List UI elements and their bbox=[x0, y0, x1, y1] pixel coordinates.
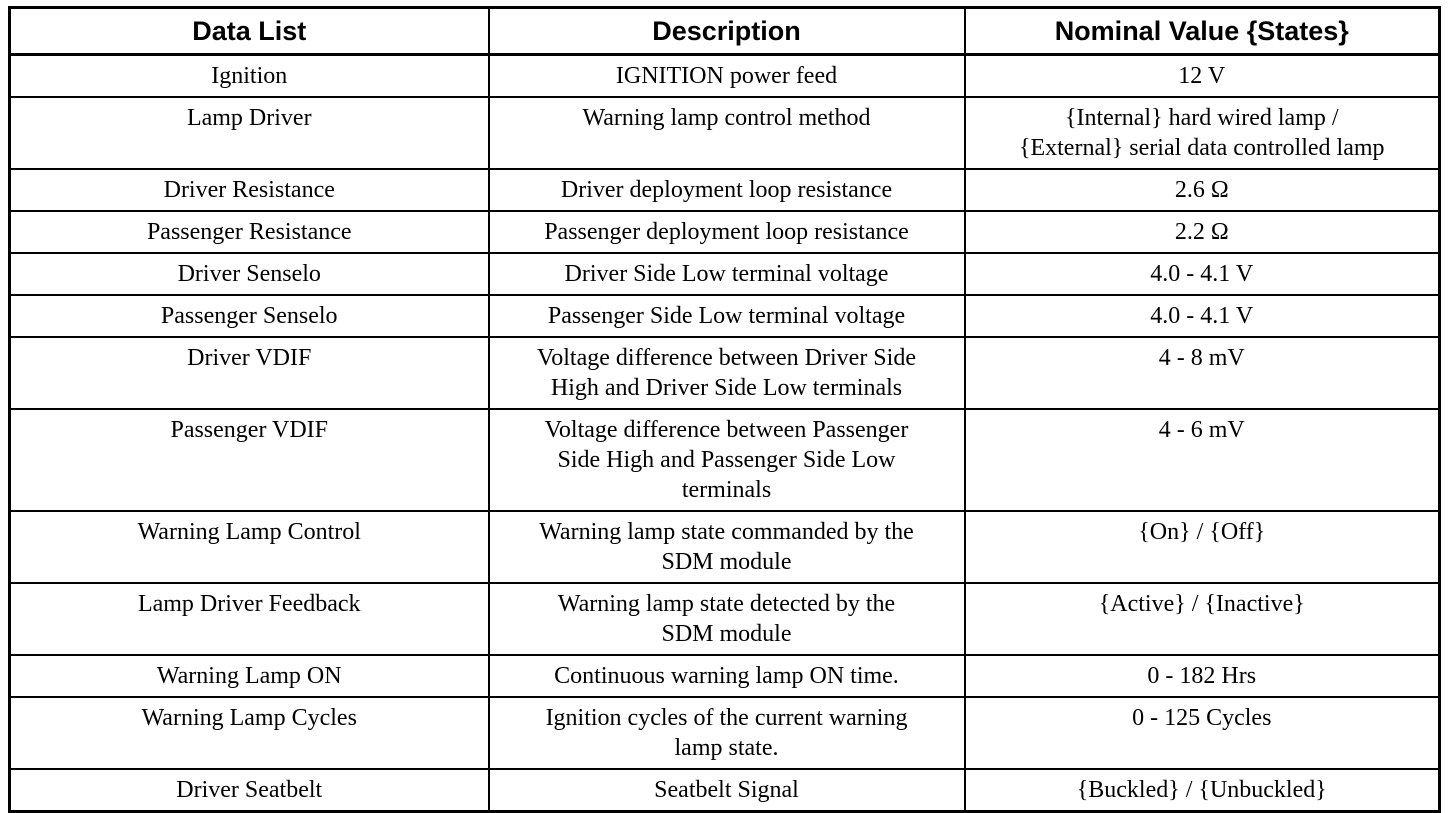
cell-data-list: Passenger Resistance bbox=[10, 211, 489, 253]
header-description: Description bbox=[489, 8, 965, 55]
cell-description: IGNITION power feed bbox=[489, 55, 965, 98]
table-row bbox=[10, 169, 1440, 211]
cell-data-list: Warning Lamp Control bbox=[10, 511, 489, 583]
cell-nominal-value: 12 V bbox=[965, 55, 1440, 98]
table-row bbox=[10, 583, 1440, 655]
cell-nominal-value: 4.0 - 4.1 V bbox=[965, 253, 1440, 295]
cell-data-list: Passenger VDIF bbox=[10, 409, 489, 511]
table-row bbox=[10, 211, 1440, 253]
cell-nominal-value: 2.6 Ω bbox=[965, 169, 1440, 211]
table-row bbox=[10, 697, 1440, 769]
cell-data-list: Lamp Driver bbox=[10, 97, 489, 169]
cell-description: Voltage difference between Driver Side High and Driver Side Low terminals bbox=[489, 337, 965, 409]
cell-description: Passenger Side Low terminal voltage bbox=[489, 295, 965, 337]
cell-description: Driver deployment loop resistance bbox=[489, 169, 965, 211]
table-row bbox=[10, 97, 1440, 169]
cell-data-list: Driver Senselo bbox=[10, 253, 489, 295]
header-nominal-value: Nominal Value {States} bbox=[965, 8, 1440, 55]
cell-description: Warning lamp control method bbox=[489, 97, 965, 169]
cell-nominal-value: {On} / {Off} bbox=[965, 511, 1440, 583]
data-list-table bbox=[8, 6, 1441, 813]
cell-description: Seatbelt Signal bbox=[489, 769, 965, 812]
cell-description: Driver Side Low terminal voltage bbox=[489, 253, 965, 295]
header-row bbox=[10, 8, 1440, 55]
cell-data-list: Warning Lamp ON bbox=[10, 655, 489, 697]
cell-nominal-value: 4 - 6 mV bbox=[965, 409, 1440, 511]
cell-nominal-value: 4 - 8 mV bbox=[965, 337, 1440, 409]
cell-description: Passenger deployment loop resistance bbox=[489, 211, 965, 253]
cell-nominal-value: {Active} / {Inactive} bbox=[965, 583, 1440, 655]
table-row bbox=[10, 769, 1440, 812]
cell-description: Continuous warning lamp ON time. bbox=[489, 655, 965, 697]
table-row bbox=[10, 295, 1440, 337]
cell-description: Warning lamp state detected by the SDM module bbox=[489, 583, 965, 655]
cell-description: Warning lamp state commanded by the SDM module bbox=[489, 511, 965, 583]
table-row bbox=[10, 511, 1440, 583]
table-row bbox=[10, 409, 1440, 511]
table-row bbox=[10, 55, 1440, 98]
cell-description: Voltage difference between Passenger Side High and Passenger Side Low terminals bbox=[489, 409, 965, 511]
cell-data-list: Lamp Driver Feedback bbox=[10, 583, 489, 655]
cell-nominal-value: 0 - 125 Cycles bbox=[965, 697, 1440, 769]
cell-data-list: Warning Lamp Cycles bbox=[10, 697, 489, 769]
header-data-list: Data List bbox=[10, 8, 489, 55]
cell-nominal-value: {Buckled} / {Unbuckled} bbox=[965, 769, 1440, 812]
table-row bbox=[10, 655, 1440, 697]
cell-data-list: Ignition bbox=[10, 55, 489, 98]
cell-data-list: Driver VDIF bbox=[10, 337, 489, 409]
table-row bbox=[10, 337, 1440, 409]
cell-nominal-value: 4.0 - 4.1 V bbox=[965, 295, 1440, 337]
cell-data-list: Driver Seatbelt bbox=[10, 769, 489, 812]
table-row bbox=[10, 253, 1440, 295]
cell-nominal-value: {Internal} hard wired lamp / {External} serial data controlled lamp bbox=[965, 97, 1440, 169]
cell-data-list: Driver Resistance bbox=[10, 169, 489, 211]
cell-data-list: Passenger Senselo bbox=[10, 295, 489, 337]
cell-nominal-value: 2.2 Ω bbox=[965, 211, 1440, 253]
cell-description: Ignition cycles of the current warning lamp state. bbox=[489, 697, 965, 769]
cell-nominal-value: 0 - 182 Hrs bbox=[965, 655, 1440, 697]
